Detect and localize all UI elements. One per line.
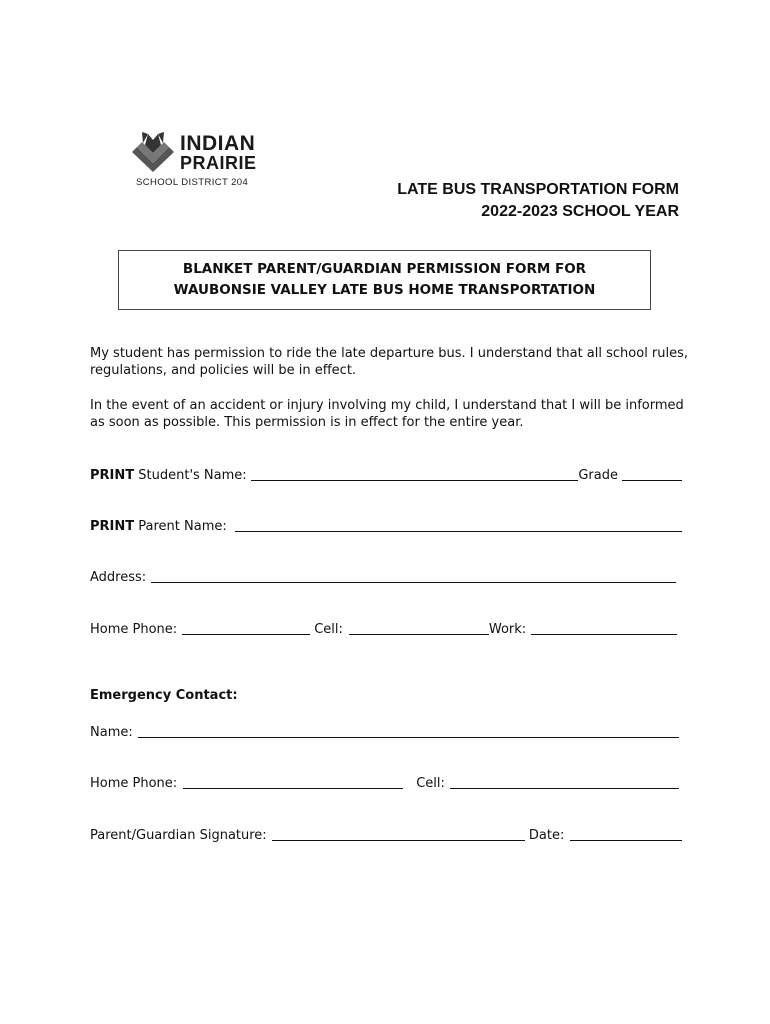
emergency-name-field[interactable] <box>138 723 679 738</box>
date-field[interactable] <box>570 826 682 841</box>
emergency-name-label: Name: <box>90 725 133 740</box>
emergency-phone-row <box>90 773 682 791</box>
phone-row <box>90 619 682 637</box>
permission-heading-line1: BLANKET PARENT/GUARDIAN PERMISSION FORM FOR <box>182 261 587 277</box>
parent-name-field[interactable] <box>235 517 682 532</box>
emergency-name-row <box>90 722 682 740</box>
address-row <box>90 567 682 585</box>
cell-label: Cell: <box>314 622 343 637</box>
grade-field[interactable] <box>622 466 682 481</box>
school-year: 2022-2023 SCHOOL YEAR <box>481 203 679 220</box>
home-phone-field[interactable] <box>182 620 310 635</box>
permission-heading-line2: WAUBONSIE VALLEY LATE BUS HOME TRANSPORTATION <box>173 282 596 298</box>
home-phone-label: Home Phone: <box>90 622 178 637</box>
address-field[interactable] <box>151 568 676 583</box>
student-name-label: PRINT Student's Name: <box>90 468 247 483</box>
work-label: Work: <box>488 622 527 637</box>
accident-paragraph: In the event of an accident or injury involving my child, I understand that I will be informed as soon as possible. This permission is in effect for the entire year. <box>90 398 684 430</box>
cell-field[interactable] <box>349 620 489 635</box>
signature-label: Parent/Guardian Signature: <box>90 828 267 843</box>
logo-text-line1: INDIAN <box>180 132 256 155</box>
signature-field[interactable] <box>272 826 525 841</box>
date-label: Date: <box>528 828 565 843</box>
form-title: LATE BUS TRANSPORTATION FORM <box>397 181 679 198</box>
emergency-cell-field[interactable] <box>450 774 679 789</box>
emergency-home-phone-label: Home Phone: <box>90 776 178 791</box>
parent-name-row <box>90 516 682 534</box>
logo-text-line3: SCHOOL DISTRICT 204 <box>136 177 249 188</box>
permission-heading-box <box>118 250 651 310</box>
emergency-contact-heading: Emergency Contact: <box>90 688 238 703</box>
emergency-home-phone-field[interactable] <box>183 774 403 789</box>
address-label: Address: <box>90 570 147 585</box>
logo-text-line2: PRAIRIE <box>180 153 257 173</box>
parent-name-label: PRINT Parent Name: <box>90 519 227 534</box>
emergency-cell-label: Cell: <box>416 776 445 791</box>
work-field[interactable] <box>531 620 677 635</box>
student-name-row <box>90 465 682 483</box>
signature-row <box>90 825 682 843</box>
prairie-leaf-icon <box>128 130 178 176</box>
district-logo <box>128 130 268 190</box>
student-name-field[interactable] <box>251 466 579 481</box>
grade-label: Grade <box>578 468 618 483</box>
permission-paragraph: My student has permission to ride the late departure bus. I understand that all school rules, regulations, and policies will be in effect. <box>90 346 689 378</box>
